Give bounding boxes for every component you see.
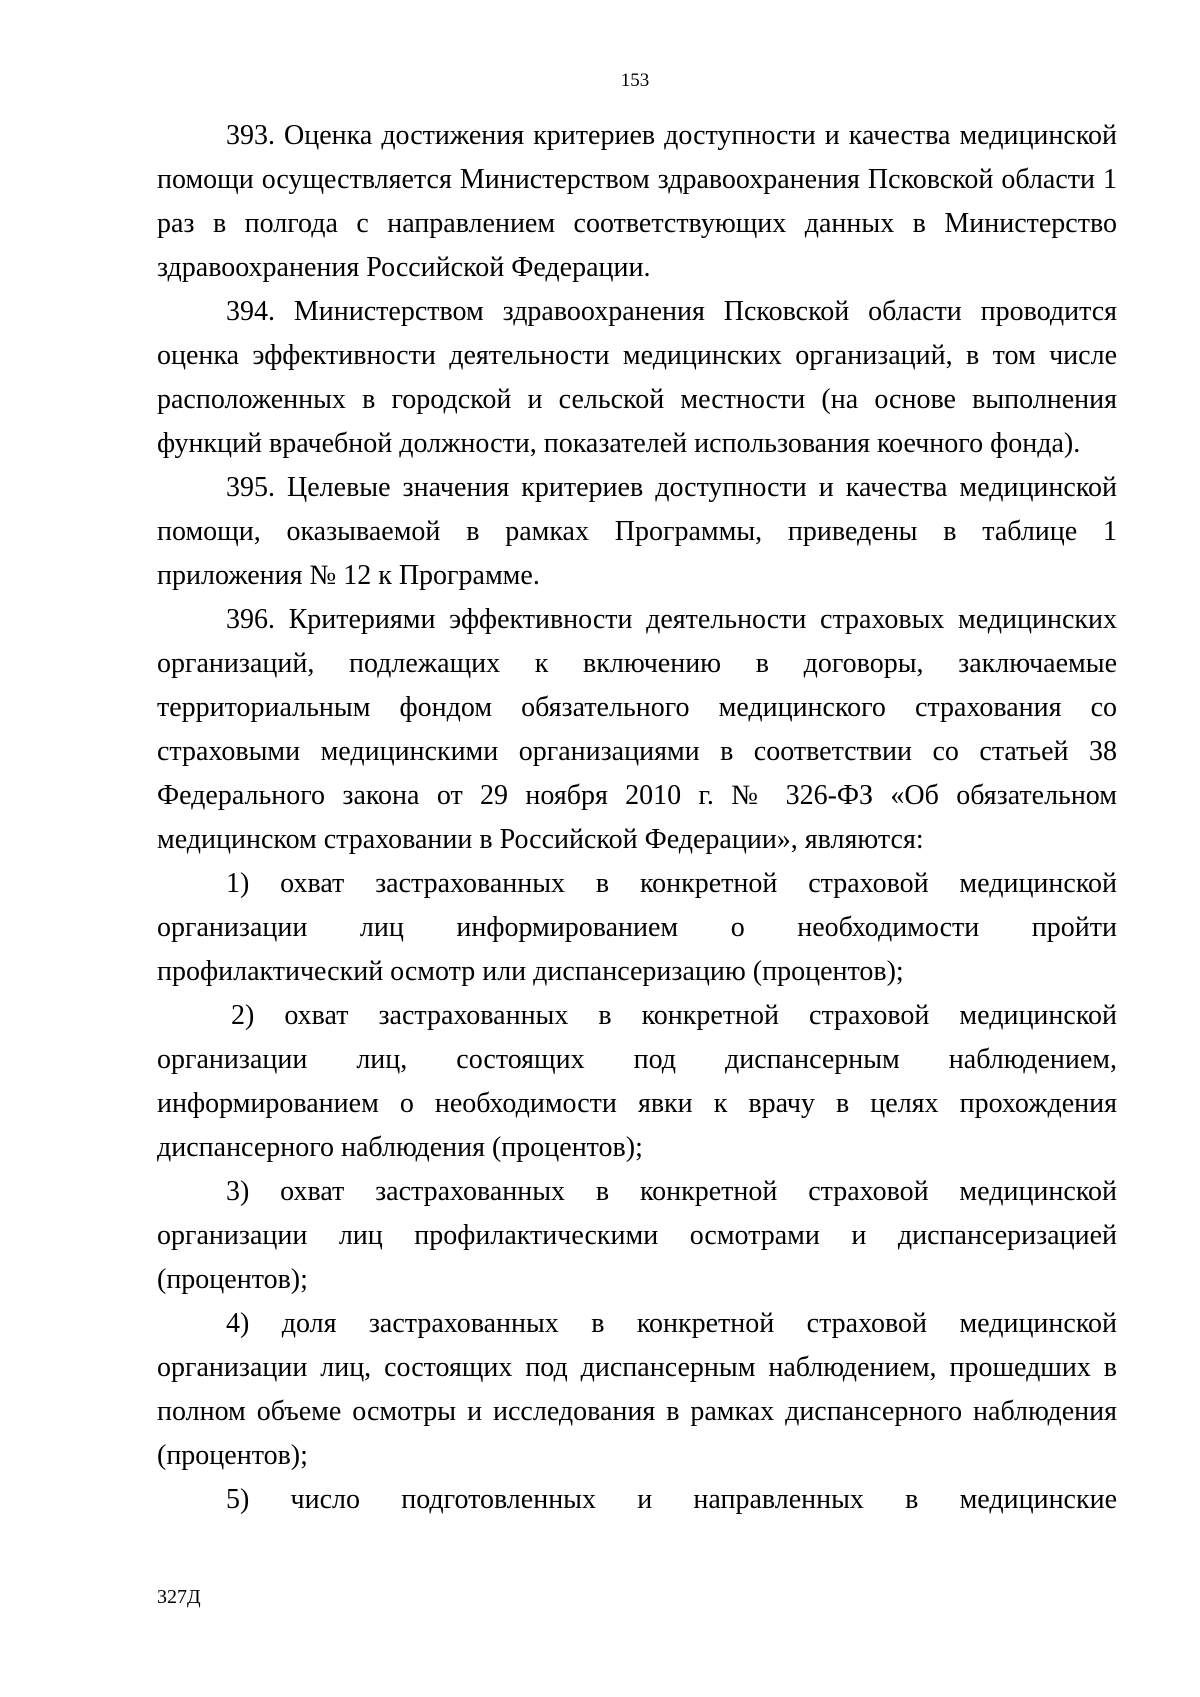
document-code: 327Д — [157, 1586, 201, 1608]
paragraph-394: 394. Министерством здравоохранения Псковской области проводится оценка эффективности деятельности медицинских организаций, в том числе расположенных в городской и сельской местности (на основе выполнения функций врачебной должности, показателей использования коечного фонда). — [157, 296, 1117, 459]
paragraph-395: 395. Целевые значения критериев доступности и качества медицинской помощи, оказываемой в рамках Программы, приведены в таблице 1 приложения № 12 к Программе. — [157, 472, 1117, 591]
list-item-4: 4) доля застрахованных в конкретной страховой медицинской организации лиц, состоящих под диспансерным наблюдением, прошедших в полном объеме осмотры и исследования в рамках диспансерного наблюдения (процентов); — [157, 1308, 1117, 1471]
list-item-3: 3) охват застрахованных в конкретной страховой медицинской организации лиц профилактическими осмотрами и диспансеризацией (процентов); — [157, 1176, 1117, 1295]
paragraph-396: 396. Критериями эффективности деятельности страховых медицинских организаций, подлежащих к включению в договоры, заключаемые территориальным фондом обязательного медицинского страхования со страховыми медицинскими организациями в соответствии со статьей 38 Федерального закона от 29 ноября 2010 г. № 326-ФЗ «Об обязательном медицинском страховании в Российской Федерации», являются: — [157, 604, 1117, 855]
list-item-1: 1) охват застрахованных в конкретной страховой медицинской организации лиц информированием о необходимости пройти профилактический осмотр или диспансеризацию (процентов); — [157, 868, 1117, 987]
paragraph-393: 393. Оценка достижения критериев доступности и качества медицинской помощи осуществляется Министерством здравоохранения Псковской области 1 раз в полгода с направлением соответствующих данных в Министерство здравоохранения Российской Федерации. — [157, 120, 1117, 283]
list-item-5: 5) число подготовленных и направленных в медицинские — [226, 1484, 1117, 1515]
document-body — [157, 114, 1117, 1522]
list-item-2: 2) охват застрахованных в конкретной страховой медицинской организации лиц, состоящих под диспансерным наблюдением, информированием о необходимости явки к врачу в целях прохождения диспансерного наблюдения (процентов); — [157, 1000, 1117, 1163]
page-number: 153 — [620, 70, 650, 91]
